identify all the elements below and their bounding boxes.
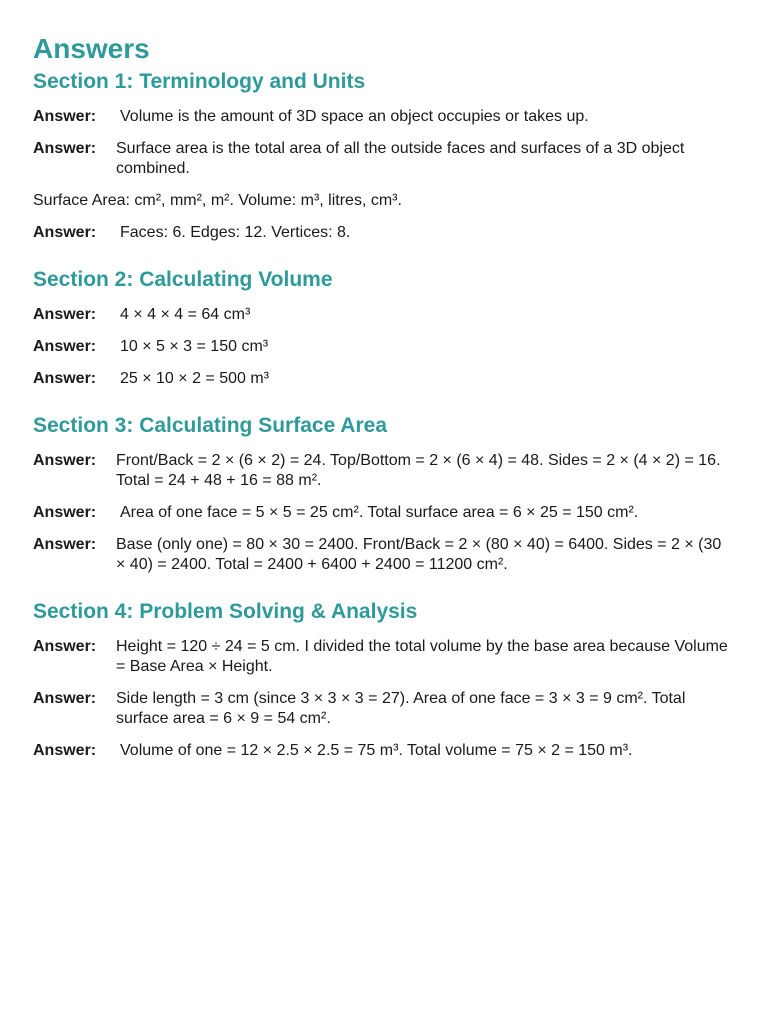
- answer-text: 10 × 5 × 3 = 150 cm³: [120, 338, 269, 355]
- answer-item: [33, 689, 735, 729]
- answer-item: [33, 741, 735, 761]
- section-heading: Section 3: Calculating Surface Area: [33, 414, 387, 437]
- section-surface-area: [33, 413, 735, 575]
- answer-item: [33, 503, 735, 523]
- answer-item: [33, 305, 735, 325]
- answer-text: Area of one face = 5 × 5 = 25 cm². Total surface area = 6 × 25 = 150 cm².: [120, 504, 639, 521]
- page-title: Answers: [33, 33, 150, 64]
- answer-text: Front/Back = 2 × (6 × 2) = 24. Top/Bottom = 2 × (6 × 4) = 48. Sides = 2 × (4 × 2) = 16. Total = 24 + 48 + 16 = 88 m².: [116, 452, 721, 489]
- answer-label: Answer:: [33, 742, 97, 759]
- answer-text: 25 × 10 × 2 = 500 m³: [120, 370, 269, 387]
- answer-label: Answer:: [33, 306, 97, 323]
- answer-label: Answer:: [33, 452, 97, 469]
- section-heading: Section 1: Terminology and Units: [33, 70, 366, 93]
- answer-text: Volume is the amount of 3D space an object occupies or takes up.: [120, 108, 589, 125]
- answer-label: Answer:: [33, 224, 97, 241]
- answer-item: [33, 535, 735, 575]
- answer-item: [33, 337, 735, 357]
- section-terminology: [33, 69, 735, 243]
- answer-item: [33, 451, 735, 491]
- answer-label: Answer:: [33, 140, 97, 157]
- answer-text: Surface area is the total area of all the outside faces and surfaces of a 3D object combined.: [116, 140, 685, 177]
- answer-text: Height = 120 ÷ 24 = 5 cm. I divided the total volume by the base area because Volume = Base Area × Height.: [116, 638, 728, 675]
- answer-text: Side length = 3 cm (since 3 × 3 × 3 = 27). Area of one face = 3 × 3 = 9 cm². Total surface area = 6 × 9 = 54 cm².: [116, 690, 686, 727]
- answer-label: Answer:: [33, 536, 97, 553]
- answer-text: Faces: 6. Edges: 12. Vertices: 8.: [120, 224, 351, 241]
- answer-item: [33, 369, 735, 389]
- answer-item: [33, 139, 735, 179]
- answer-item: [33, 223, 735, 243]
- units-answer-text: Surface Area: cm², mm², m². Volume: m³, litres, cm³.: [33, 192, 402, 209]
- answer-item: [33, 637, 735, 677]
- answer-item: [33, 107, 735, 127]
- section-heading: Section 2: Calculating Volume: [33, 268, 333, 291]
- answer-label: Answer:: [33, 690, 97, 707]
- section-heading: Section 4: Problem Solving & Analysis: [33, 600, 418, 623]
- section-volume: [33, 267, 735, 389]
- answer-label: Answer:: [33, 504, 97, 521]
- section-problem-solving: [33, 599, 735, 761]
- answer-text: 4 × 4 × 4 = 64 cm³: [120, 306, 251, 323]
- answer-text: Base (only one) = 80 × 30 = 2400. Front/Back = 2 × (80 × 40) = 6400. Sides = 2 × (30 × 40) = 2400. Total = 2400 + 6400 + 2400 = 11200 cm².: [116, 536, 722, 573]
- answer-text: Volume of one = 12 × 2.5 × 2.5 = 75 m³. Total volume = 75 × 2 = 150 m³.: [120, 742, 633, 759]
- answer-label: Answer:: [33, 370, 97, 387]
- answer-label: Answer:: [33, 338, 97, 355]
- answer-label: Answer:: [33, 108, 97, 125]
- answer-label: Answer:: [33, 638, 97, 655]
